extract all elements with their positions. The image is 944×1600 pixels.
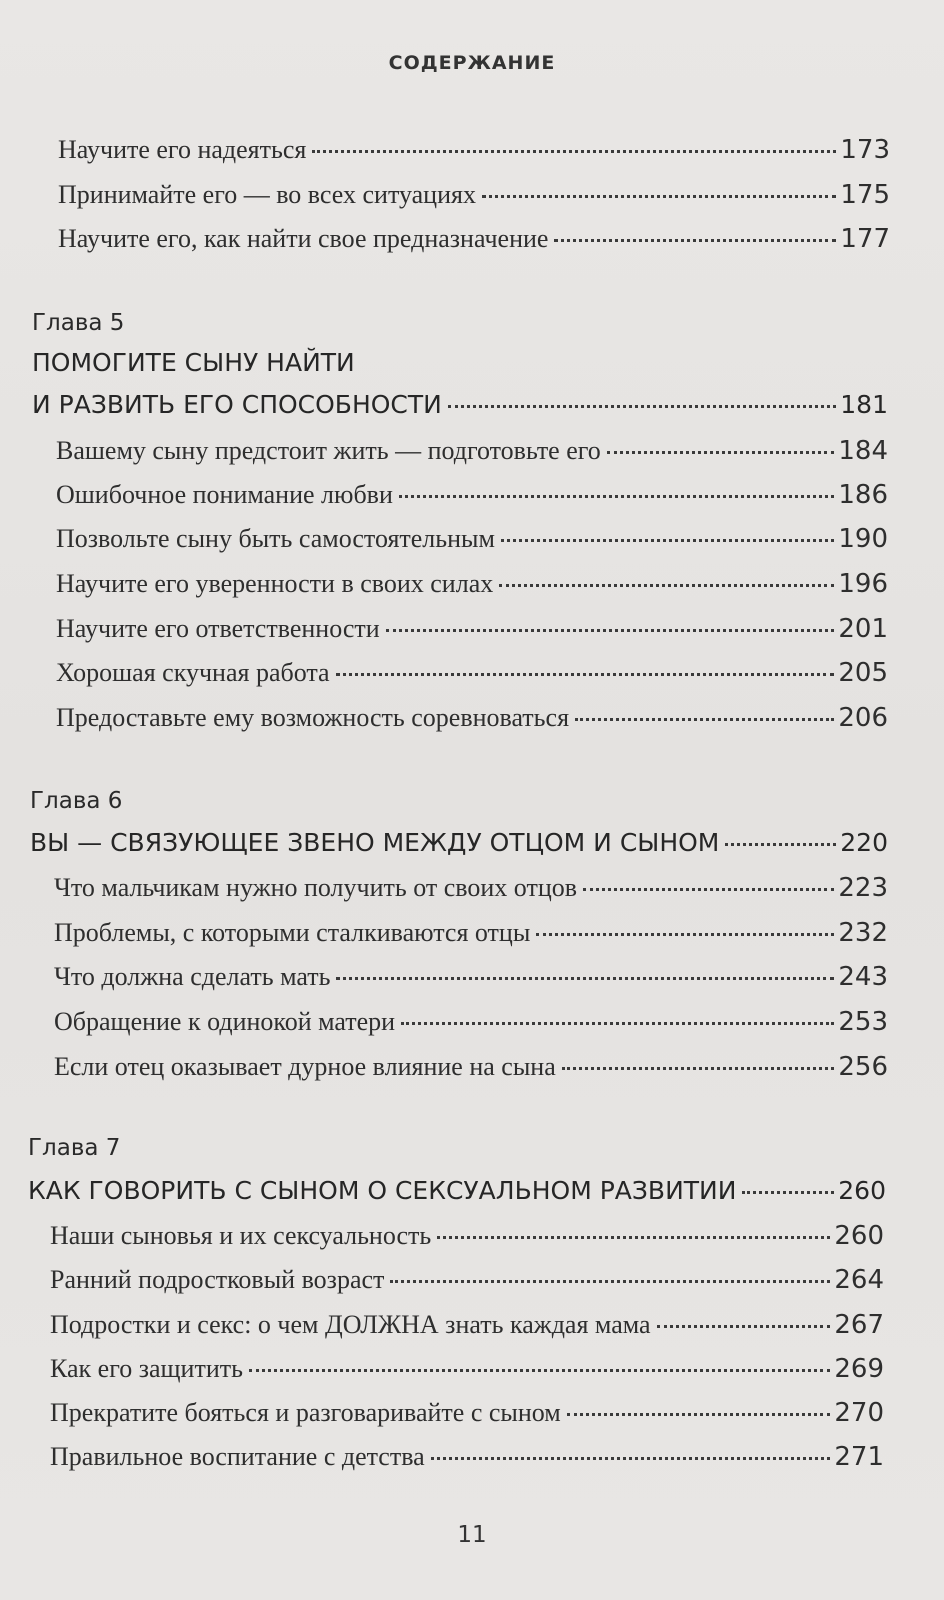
toc-entry[interactable] xyxy=(50,1265,884,1305)
leader-dots xyxy=(554,239,836,242)
toc-entry-label: Научите его ответственности xyxy=(56,614,380,643)
toc-entry-label: Если отец оказывает дурное влияние на сына xyxy=(54,1052,556,1081)
toc-entry-label: Ошибочное понимание любви xyxy=(56,480,393,509)
toc-entry-page: 253 xyxy=(838,1007,888,1037)
leader-dots xyxy=(401,1022,834,1025)
toc-entry-label: Проблемы, с которыми сталкиваются отцы xyxy=(54,918,531,947)
toc-entry[interactable] xyxy=(58,135,890,175)
toc-entry-label: Прекратите бояться и разговаривайте с сыном xyxy=(50,1398,561,1427)
toc-entry[interactable] xyxy=(50,1398,884,1438)
leader-dots xyxy=(336,977,834,980)
toc-entry-label: Обращение к одинокой матери xyxy=(54,1007,396,1036)
toc-entry-page: 190 xyxy=(838,524,888,554)
chapter-6-title: ВЫ — СВЯЗУЮЩЕЕ ЗВЕНО МЕЖДУ ОТЦОМ И СЫНОМ xyxy=(30,828,720,857)
chapter-5-page: 181 xyxy=(840,390,888,419)
toc-entry[interactable] xyxy=(54,1007,888,1047)
chapter-7-page: 260 xyxy=(838,1176,886,1205)
toc-entry-page: 184 xyxy=(838,436,888,466)
toc-entry-page: 196 xyxy=(838,569,888,599)
toc-entry-page: 269 xyxy=(834,1354,884,1384)
leader-dots xyxy=(386,629,835,632)
toc-entry[interactable] xyxy=(58,180,890,220)
chapter-7-label: Глава 7 xyxy=(28,1135,121,1161)
toc-entry-label: Как его защитить xyxy=(50,1354,243,1383)
toc-entry-label: Ранний подростковый возраст xyxy=(50,1265,385,1294)
toc-entry[interactable] xyxy=(56,436,888,476)
chapter-6-heading[interactable] xyxy=(30,828,888,868)
toc-entry-page: 267 xyxy=(834,1310,884,1340)
chapter-7-heading[interactable] xyxy=(28,1176,886,1216)
toc-entry[interactable] xyxy=(54,962,888,1002)
toc-entry[interactable] xyxy=(56,480,888,520)
toc-entry-page: 256 xyxy=(838,1052,888,1082)
toc-entry-label: Позвольте сыну быть самостоятельным xyxy=(56,524,495,553)
toc-entry-page: 205 xyxy=(838,658,888,688)
toc-entry-page: 206 xyxy=(838,703,888,733)
leader-dots xyxy=(501,539,834,542)
leader-dots xyxy=(725,843,836,846)
toc-entry-label: Что должна сделать мать xyxy=(54,962,331,991)
toc-entry-page: 175 xyxy=(840,180,890,210)
chapter-5-heading[interactable] xyxy=(32,390,888,430)
leader-dots xyxy=(336,673,835,676)
toc-entry[interactable] xyxy=(56,703,888,743)
leader-dots xyxy=(448,405,836,408)
toc-entry[interactable] xyxy=(54,1052,888,1092)
leader-dots xyxy=(390,1280,830,1283)
leader-dots xyxy=(312,150,836,153)
leader-dots xyxy=(536,933,834,936)
leader-dots xyxy=(607,451,835,454)
toc-entry-page: 271 xyxy=(834,1442,884,1472)
toc-entry-label: Вашему сыну предстоит жить — подготовьте его xyxy=(56,436,601,465)
toc-entry-page: 173 xyxy=(840,135,890,165)
leader-dots xyxy=(583,888,834,891)
toc-entry[interactable] xyxy=(56,658,888,698)
leader-dots xyxy=(567,1413,831,1416)
toc-entry-label: Принимайте его — во всех ситуациях xyxy=(58,180,476,209)
leader-dots xyxy=(499,584,834,587)
toc-entry-label: Научите его надеяться xyxy=(58,135,307,164)
toc-entry[interactable] xyxy=(50,1442,884,1482)
leader-dots xyxy=(437,1236,830,1239)
running-header: СОДЕРЖАНИЕ xyxy=(388,52,556,74)
toc-entry-page: 232 xyxy=(838,918,888,948)
page-number: 11 xyxy=(457,1522,487,1548)
toc-entry[interactable] xyxy=(50,1354,884,1394)
toc-entry[interactable] xyxy=(50,1310,884,1350)
toc-entry-page: 201 xyxy=(838,614,888,644)
leader-dots xyxy=(657,1325,831,1328)
toc-entry[interactable] xyxy=(54,873,888,913)
toc-entry[interactable] xyxy=(56,614,888,654)
chapter-6-label: Глава 6 xyxy=(30,788,123,814)
toc-entry-page: 186 xyxy=(838,480,888,510)
toc-entry[interactable] xyxy=(50,1221,884,1261)
leader-dots xyxy=(742,1191,834,1194)
toc-entry-label: Наши сыновья и их сексуальность xyxy=(50,1221,432,1250)
chapter-5-label: Глава 5 xyxy=(32,310,125,336)
toc-entry[interactable] xyxy=(58,224,890,264)
leader-dots xyxy=(575,718,834,721)
toc-entry-label: Что мальчикам нужно получить от своих отцов xyxy=(54,873,578,902)
toc-entry[interactable] xyxy=(56,569,888,609)
leader-dots xyxy=(431,1457,831,1460)
toc-entry-page: 270 xyxy=(834,1398,884,1428)
leader-dots xyxy=(482,195,836,198)
toc-entry-label: Хорошая скучная работа xyxy=(56,658,330,687)
toc-entry-label: Правильное воспитание с детства xyxy=(50,1442,425,1471)
chapter-5-title-line2: И РАЗВИТЬ ЕГО СПОСОБНОСТИ xyxy=(32,390,442,419)
toc-entry-page: 223 xyxy=(838,873,888,903)
toc-entry-label: Предоставьте ему возможность соревноваться xyxy=(56,703,570,732)
toc-entry-label: Подростки и секс: о чем ДОЛЖНА знать каждая мама xyxy=(50,1310,651,1339)
chapter-5-title-line1[interactable]: ПОМОГИТЕ СЫНУ НАЙТИ xyxy=(32,348,355,377)
chapter-6-page: 220 xyxy=(840,828,888,857)
chapter-7-title: КАК ГОВОРИТЬ С СЫНОМ О СЕКСУАЛЬНОМ РАЗВИТИИ xyxy=(28,1176,737,1205)
toc-entry-page: 243 xyxy=(838,962,888,992)
toc-entry[interactable] xyxy=(54,918,888,958)
toc-entry-page: 264 xyxy=(834,1265,884,1295)
toc-entry[interactable] xyxy=(56,524,888,564)
leader-dots xyxy=(249,1369,830,1372)
toc-entry-page: 177 xyxy=(840,224,890,254)
toc-entry-label: Научите его, как найти свое предназначение xyxy=(58,224,549,253)
toc-entry-page: 260 xyxy=(834,1221,884,1251)
toc-entry-label: Научите его уверенности в своих силах xyxy=(56,569,494,598)
leader-dots xyxy=(562,1067,835,1070)
leader-dots xyxy=(399,495,835,498)
